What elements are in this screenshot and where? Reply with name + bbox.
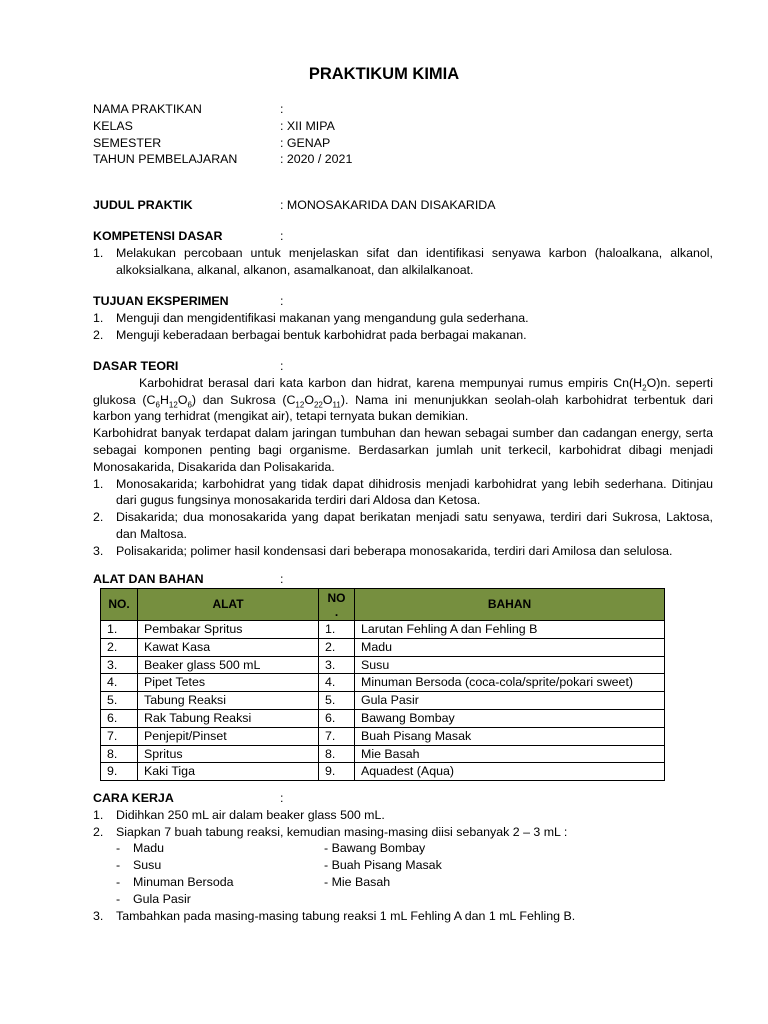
cell-no-bahan: 8. xyxy=(319,745,355,763)
table-row xyxy=(101,709,665,727)
list-number: 2. xyxy=(93,327,104,342)
sub-list-item: - Susu - Buah Pisang Masak xyxy=(116,858,442,873)
list-number: 1. xyxy=(93,807,104,822)
list-item xyxy=(93,327,713,344)
list-text: Tambahkan pada masing-masing tabung reaksi 1 mL Fehling A dan 1 mL Fehling B. xyxy=(116,908,576,923)
cell-no-bahan: 5. xyxy=(319,692,355,710)
identity-label: KELAS xyxy=(93,118,133,133)
cell-bahan: Larutan Fehling A dan Fehling B xyxy=(355,621,665,639)
list-number: 2. xyxy=(93,510,104,525)
paragraph-1: Karbohidrat berasal dari kata karbon dan hidrat, karena mempunyai rumus empiris $Cn(H_2O)n$. seperti glukosa $(C_6H_{12}O_6)$ dan Sukrosa $(C_{12}O_{22}O_{11})$. Nama ini menunjukkan seolah-olah karbohidrat terbentuk dari karbon yang terhidrat (mengikat air), tetapi ternyata bukan demikian. xyxy=(93,375,713,424)
alat-bahan-section xyxy=(93,571,713,588)
table-row xyxy=(101,727,665,745)
tujuan-section xyxy=(93,293,713,343)
list-text: Polisakarida; polimer hasil kondensasi dari beberapa monosakarida, terdiri dari Amilosa dan selulosa. xyxy=(116,543,673,558)
cell-alat: Kaki Tiga xyxy=(138,763,319,781)
cell-alat: Spritus xyxy=(138,745,319,763)
sub-list-item: - Madu - Bawang Bombay xyxy=(116,841,426,856)
cell-bahan: Susu xyxy=(355,656,665,674)
section-heading: CARA KERJA xyxy=(93,791,174,805)
list-number: 1. xyxy=(93,476,104,491)
judul-section xyxy=(93,197,713,214)
identity-value: : 2020 / 2021 xyxy=(280,152,353,167)
list-item xyxy=(93,245,713,279)
column-header-alat: ALAT xyxy=(138,589,319,621)
page-title: PRAKTIKUM KIMIA xyxy=(308,65,460,83)
section-heading: DASAR TEORI xyxy=(93,359,179,373)
identity-row-semester xyxy=(93,135,713,152)
heading-colon: : xyxy=(280,294,284,308)
identity-row-nama xyxy=(93,101,713,118)
sub-list-item: - Gula Pasir xyxy=(93,891,713,908)
judul-label: JUDUL PRAKTIK xyxy=(93,198,193,212)
identity-label: SEMESTER xyxy=(93,135,162,150)
table-header-row xyxy=(101,589,665,621)
cell-no-bahan: 7. xyxy=(319,727,355,745)
cell-no-bahan: 1. xyxy=(319,621,355,639)
sub-item-right: - Buah Pisang Masak xyxy=(324,858,442,873)
table-row xyxy=(101,656,665,674)
list-text: Menguji keberadaan berbagai bentuk karbohidrat pada berbagai makanan. xyxy=(116,327,527,342)
section-heading: TUJUAN EKSPERIMEN xyxy=(93,294,229,308)
list-item xyxy=(93,476,713,510)
cell-no: 6. xyxy=(101,709,138,727)
cell-no: 3. xyxy=(101,656,138,674)
cell-bahan: Bawang Bombay xyxy=(355,709,665,727)
table-row xyxy=(101,638,665,656)
list-number: 2. xyxy=(93,824,104,839)
table-row xyxy=(101,763,665,781)
list-item xyxy=(93,908,713,925)
column-header-no2: NO . xyxy=(319,589,355,621)
cell-no-bahan: 2. xyxy=(319,638,355,656)
identity-label: TAHUN PEMBELAJARAN xyxy=(93,152,238,167)
heading-colon: : xyxy=(280,359,284,373)
paragraph-2: Karbohidrat banyak terdapat dalam jaringan tumbuhan dan hewan sebagai sumber dan cadangan energy, serta sebagai komponen penting bagi organisme. Berdasarkan jumlah unit terkecil, karbohidrat dibagi menjadi Monosakarida, Disakarida dan Polisakarida. xyxy=(93,426,713,474)
sub-item-left: Gula Pasir xyxy=(133,891,191,906)
cell-bahan: Madu xyxy=(355,638,665,656)
cell-alat: Pembakar Spritus xyxy=(138,621,319,639)
cell-bahan: Gula Pasir xyxy=(355,692,665,710)
list-item xyxy=(93,310,713,327)
table-row xyxy=(101,692,665,710)
list-number: 3. xyxy=(93,543,104,558)
cell-no: 9. xyxy=(101,763,138,781)
cell-no-bahan: 6. xyxy=(319,709,355,727)
identity-value: : GENAP xyxy=(280,135,331,150)
cell-no: 4. xyxy=(101,674,138,692)
table-body xyxy=(101,621,665,781)
cell-alat: Rak Tabung Reaksi xyxy=(138,709,319,727)
sub-item-right: - Mie Basah xyxy=(324,874,391,889)
identity-row-tahun xyxy=(93,151,713,168)
list-number: 3. xyxy=(93,908,104,923)
judul-value: : MONOSAKARIDA DAN DISAKARIDA xyxy=(280,198,496,212)
cell-alat: Beaker glass 500 mL xyxy=(138,656,319,674)
list-item xyxy=(93,807,713,824)
heading-colon: : xyxy=(280,572,284,586)
cell-no: 1. xyxy=(101,621,138,639)
cell-bahan: Aquadest (Aqua) xyxy=(355,763,665,781)
list-text: Disakarida; dua monosakarida yang dapat berikatan menjadi satu senyawa, terdiri dari Sukrosa, Laktosa, dan Maltosa. xyxy=(116,510,713,541)
heading-colon: : xyxy=(280,229,284,243)
list-text: Monosakarida; karbohidrat yang tidak dapat dihidrosis menjadi karbohidrat yang lebih sederhana. Ditinjau dari gugus fungsinya monosakarida terdiri dari Aldosa dan Ketosa. xyxy=(116,476,713,508)
dasar-teori-section xyxy=(93,358,713,560)
identity-value: : XII MIPA xyxy=(280,118,335,133)
section-heading: ALAT DAN BAHAN xyxy=(93,572,204,586)
table-row xyxy=(101,674,665,692)
list-item xyxy=(93,824,713,841)
section-heading: KOMPETENSI DASAR xyxy=(93,229,223,243)
list-text: Siapkan 7 buah tabung reaksi, kemudian masing-masing diisi sebanyak 2 – 3 mL : xyxy=(116,824,568,839)
sub-item-left: Madu xyxy=(133,841,164,856)
cell-no: 5. xyxy=(101,692,138,710)
cell-no: 2. xyxy=(101,638,138,656)
identity-row-kelas xyxy=(93,118,713,135)
cara-kerja-section xyxy=(93,790,713,924)
list-text: Didihkan 250 mL air dalam beaker glass 500 mL. xyxy=(116,807,385,822)
heading-colon: : xyxy=(280,791,284,805)
cell-bahan: Mie Basah xyxy=(355,745,665,763)
cell-no-bahan: 4. xyxy=(319,674,355,692)
sub-item-left: Minuman Bersoda xyxy=(133,874,234,889)
cell-alat: Tabung Reaksi xyxy=(138,692,319,710)
cell-no: 7. xyxy=(101,727,138,745)
cell-alat: Kawat Kasa xyxy=(138,638,319,656)
sub-item-left: Susu xyxy=(133,858,162,873)
table-row xyxy=(101,621,665,639)
cell-bahan: Minuman Bersoda (coca-cola/sprite/pokari sweet) xyxy=(355,674,665,692)
list-item xyxy=(93,509,713,543)
identity-label: NAMA PRAKTIKAN xyxy=(93,102,202,116)
identity-value: : xyxy=(280,102,284,116)
sub-item-right: - Bawang Bombay xyxy=(324,841,426,856)
cell-alat: Pipet Tetes xyxy=(138,674,319,692)
list-text: Melakukan percobaan untuk menjelaskan sifat dan identifikasi senyawa karbon (haloalkana, alkanol, alkoksialkana, alkanal, alkanon, asamalkanoat, dan alkilalkanoat. xyxy=(116,245,713,277)
list-number: 1. xyxy=(93,310,104,325)
kompetensi-section xyxy=(93,228,713,278)
column-header-bahan: BAHAN xyxy=(355,589,665,621)
table-row xyxy=(101,745,665,763)
list-text: Menguji dan mengidentifikasi makanan yang mengandung gula sederhana. xyxy=(116,310,529,325)
cell-no-bahan: 3. xyxy=(319,656,355,674)
identity-block xyxy=(93,101,713,168)
cell-no: 8. xyxy=(101,745,138,763)
alat-bahan-table xyxy=(100,588,665,781)
cell-alat: Penjepit/Pinset xyxy=(138,727,319,745)
sub-list-item: - Minuman Bersoda - Mie Basah xyxy=(116,874,391,889)
column-header-no: NO. xyxy=(101,589,138,621)
list-item xyxy=(93,543,713,560)
cell-bahan: Buah Pisang Masak xyxy=(355,727,665,745)
cell-no-bahan: 9. xyxy=(319,763,355,781)
list-number: 1. xyxy=(93,245,104,260)
